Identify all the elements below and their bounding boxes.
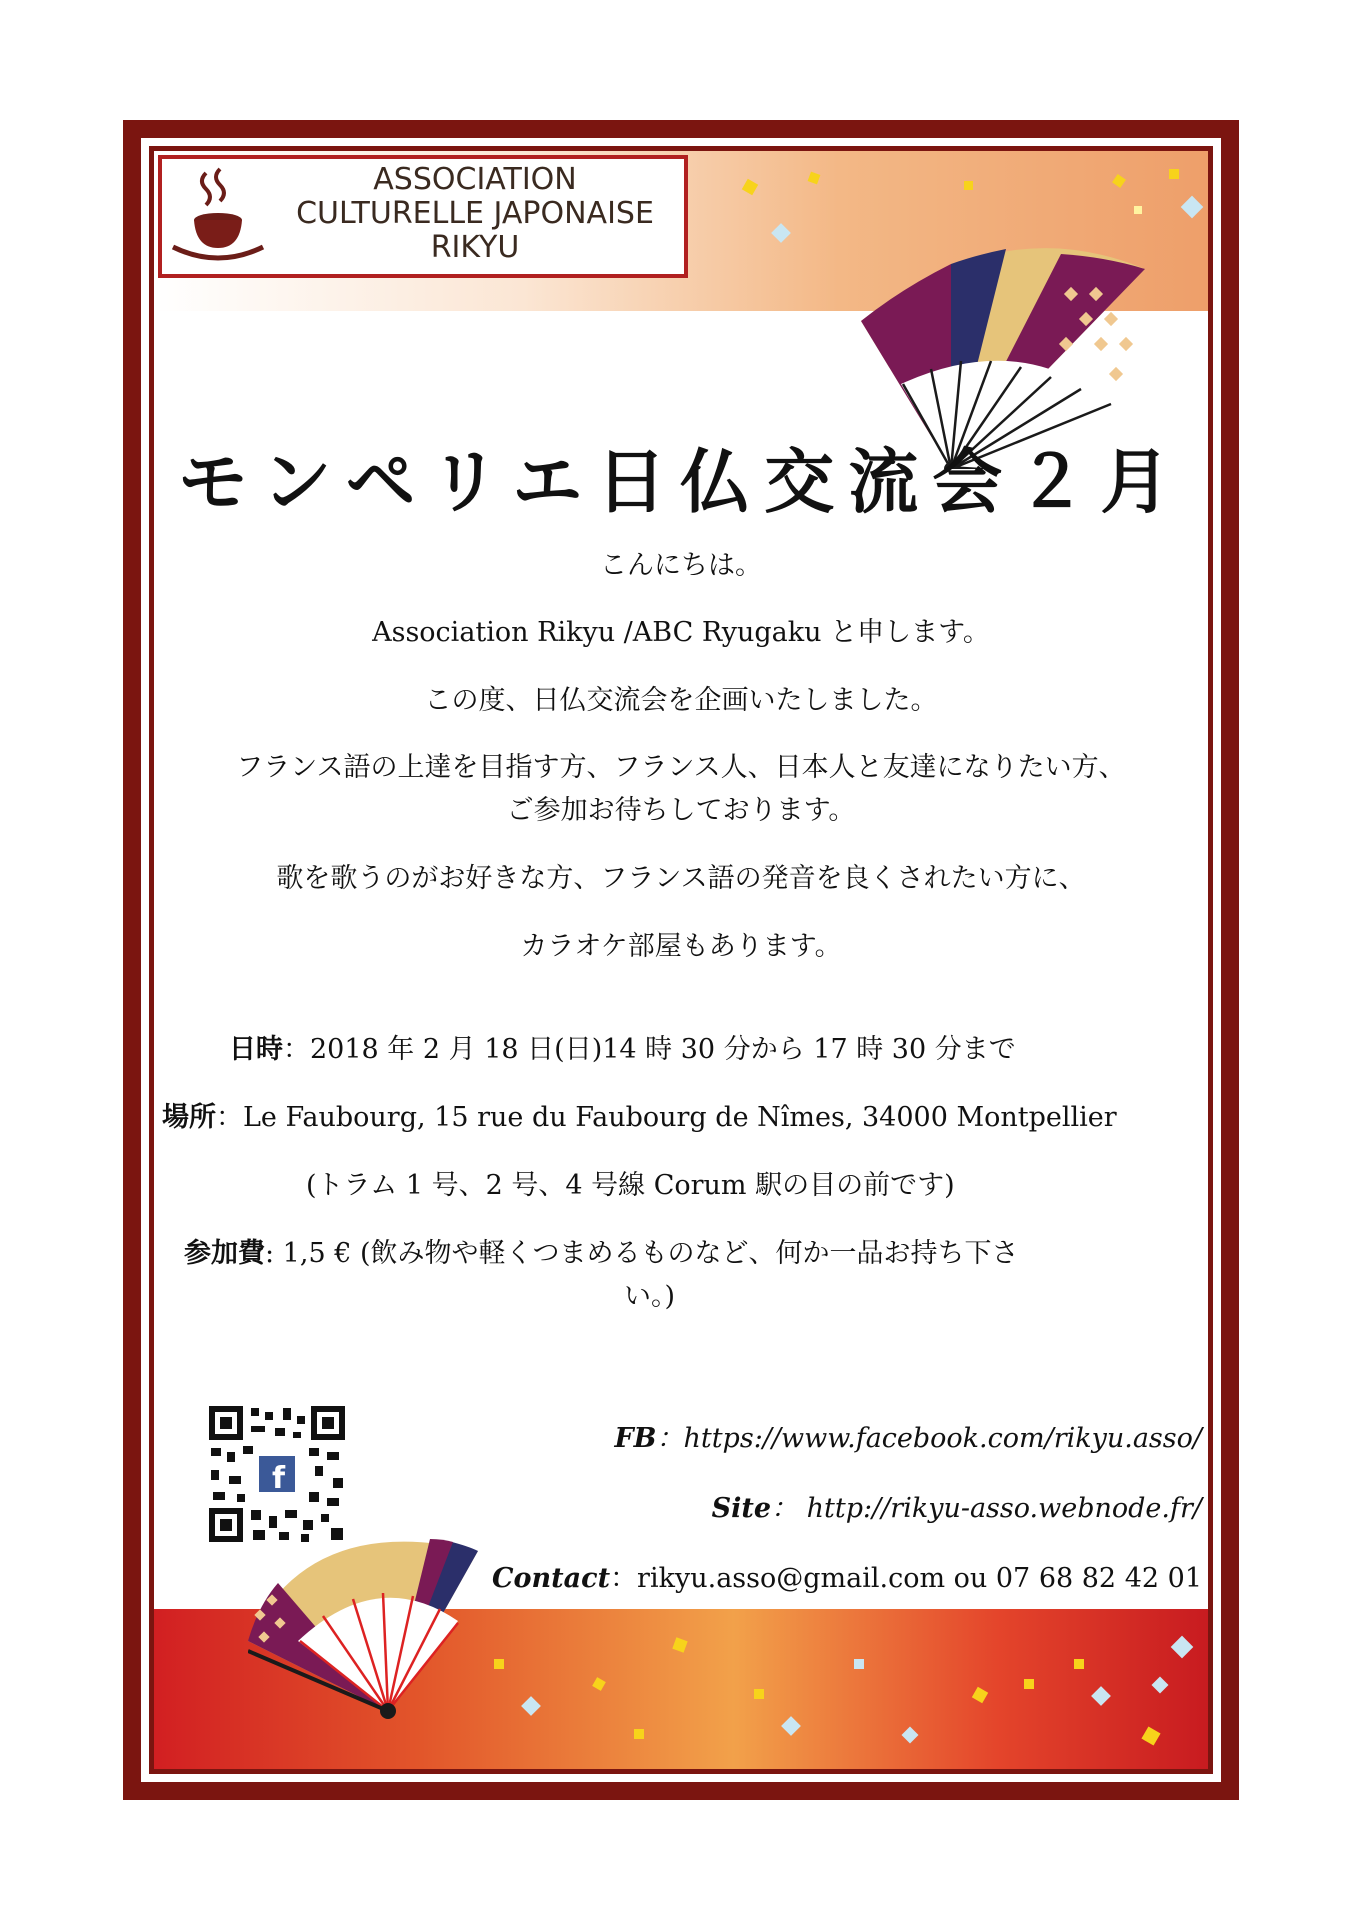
contact-label: Contact	[492, 1563, 611, 1594]
site-line	[712, 1486, 1202, 1525]
poster-title: モンペリエ日仏交流会２月	[177, 440, 1185, 523]
intro-line4: フランス語の上達を目指す方、フランス人、日本人と友達になりたい方、	[236, 752, 1126, 783]
intro-line5: ご参加お待ちしております。	[506, 795, 856, 826]
tea-bowl-icon	[168, 165, 268, 265]
frame-inner-border	[149, 146, 1213, 1774]
site-label: Site	[711, 1493, 772, 1524]
place-line	[162, 1099, 1117, 1137]
date-line	[229, 1031, 1016, 1069]
contact-line	[492, 1556, 1202, 1595]
place-value: ：Le Faubourg, 15 rue du Faubourg de Nîmes, 34000 Montpellier	[216, 1102, 1117, 1133]
association-logo	[158, 155, 688, 278]
fb-label: FB	[614, 1423, 657, 1454]
date-value: ：2018 年 2 月 18 日(日)14 時 30 分から 17 時 30 分まで	[283, 1034, 1016, 1065]
intro-line3: この度、日仏交流会を企画いたしました。	[424, 685, 938, 716]
place-label: 場所	[162, 1102, 216, 1133]
date-label: 日時	[229, 1034, 283, 1065]
fb-link[interactable]: ：https://www.facebook.com/rikyu.asso/	[656, 1423, 1202, 1454]
intro-line7: カラオケ部屋もあります。	[520, 931, 842, 962]
intro-line6: 歌を歌うのがお好きな方、フランス語の発音を良くされたい方に、	[276, 863, 1086, 894]
contact-value[interactable]: ：rikyu.asso@gmail.com ou 07 68 82 42 01	[610, 1563, 1202, 1594]
svg-text:f: f	[272, 1461, 286, 1496]
poster-frame	[123, 120, 1239, 1800]
site-link[interactable]: ： http://rikyu-asso.webnode.fr/	[771, 1493, 1202, 1524]
fan-bottom-icon	[248, 1511, 478, 1726]
fee-value: : 1,5 € (飲み物や軽くつまめるものなど、何か一品お持ち下さ	[265, 1238, 1019, 1269]
fee-line	[184, 1235, 1019, 1273]
logo-line3: RIKYU	[430, 230, 520, 265]
access-line: (トラム 1 号、2 号、4 号線 Corum 駅の目の前です)	[306, 1170, 955, 1201]
logo-line2: CULTURELLE JAPONAISE	[296, 196, 654, 231]
frame-gap	[141, 138, 1221, 1782]
poster-page	[154, 151, 1208, 1769]
confetti-bottom	[454, 1619, 1208, 1759]
fb-line	[614, 1416, 1202, 1455]
fee-label: 参加費	[184, 1238, 265, 1269]
logo-line1: ASSOCIATION	[373, 162, 577, 197]
intro-greeting: こんにちは。	[600, 550, 762, 581]
intro-line2: Association Rikyu /ABC Ryugaku と申します。	[372, 617, 990, 648]
fee-line-cont: い。)	[624, 1281, 676, 1312]
